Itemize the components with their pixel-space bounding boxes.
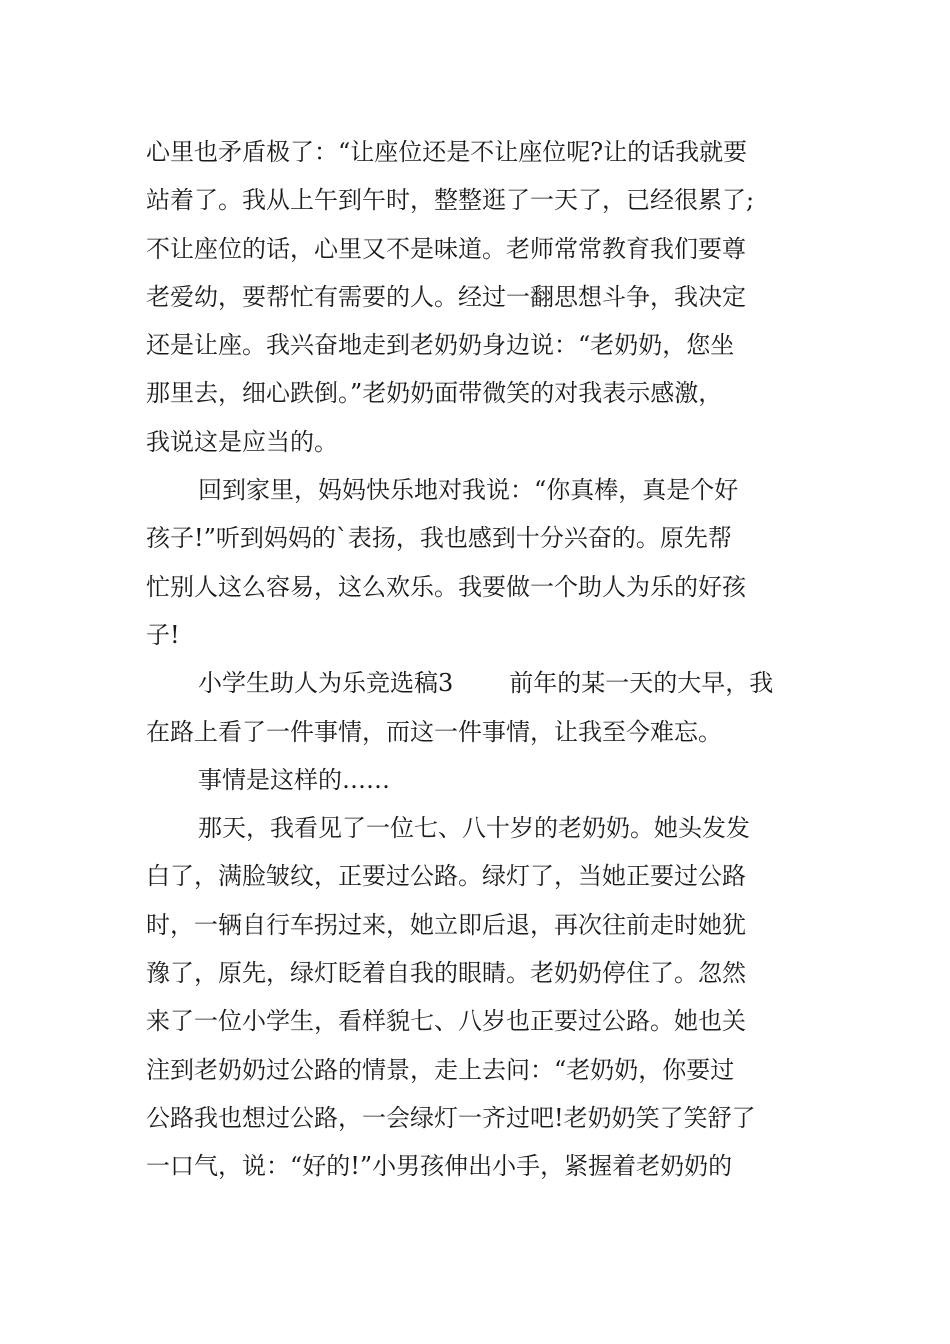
text-line: 站着了。我从上午到午时，整整逛了一天了，已经很累了; xyxy=(146,186,755,215)
section-title: 小学生助人为乐竞选稿3 xyxy=(198,669,454,698)
text-line: 一口气，说：“好的!”小男孩伸出小手，紧握着老奶奶的 xyxy=(146,1152,733,1181)
text-line: 还是让座。我兴奋地走到老奶奶身边说：“老奶奶，您坐 xyxy=(146,331,735,360)
text-line: 不让座位的话，心里又不是味道。老师常常教育我们要尊 xyxy=(146,234,746,263)
paragraph-first-line: 事情是这样的…… xyxy=(198,765,390,794)
text-line: 子! xyxy=(146,620,180,649)
section-opening-text: 前年的某一天的大早，我 xyxy=(509,669,774,698)
text-line: 时，一辆自行车拐过来，她立即后退，再次往前走时她犹 xyxy=(146,910,746,939)
text-line: 老爱幼，要帮忙有需要的人。经过一翻思想斗争，我决定 xyxy=(146,282,746,311)
paragraph-first-line: 回到家里，妈妈快乐地对我说：“你真棒，真是个好 xyxy=(198,476,739,505)
text-line: 孩子!”听到妈妈的`表扬，我也感到十分兴奋的。原先帮 xyxy=(146,524,732,553)
text-line: 在路上看了一件事情，而这一件事情，让我至今难忘。 xyxy=(146,717,722,746)
text-line: 注到老奶奶过公路的情景，走上去问：“老奶奶，你要过 xyxy=(146,1055,735,1084)
document-body xyxy=(146,128,816,1191)
text-line: 公路我也想过公路，一会绿灯一齐过吧!老奶奶笑了笑舒了 xyxy=(146,1103,756,1132)
text-line: 豫了，原先，绿灯眨着自我的眼睛。老奶奶停住了。忽然 xyxy=(146,959,746,988)
text-line: 那里去，细心跌倒。”老奶奶面带微笑的对我表示感激， xyxy=(146,379,723,408)
text-line: 我说这是应当的。 xyxy=(146,427,338,456)
text-line: 白了，满脸皱纹，正要过公路。绿灯了，当她正要过公路 xyxy=(146,862,746,891)
text-line: 忙别人这么容易，这么欢乐。我要做一个助人为乐的好孩 xyxy=(146,572,746,601)
text-line: 心里也矛盾极了：“让座位还是不让座位呢?让的话我就要 xyxy=(146,138,748,166)
text-line: 来了一位小学生，看样貌七、八岁也正要过公路。她也关 xyxy=(146,1007,746,1036)
paragraph-first-line: 那天，我看见了一位七、八十岁的老奶奶。她头发发 xyxy=(198,814,750,843)
section-heading-line xyxy=(146,659,816,707)
